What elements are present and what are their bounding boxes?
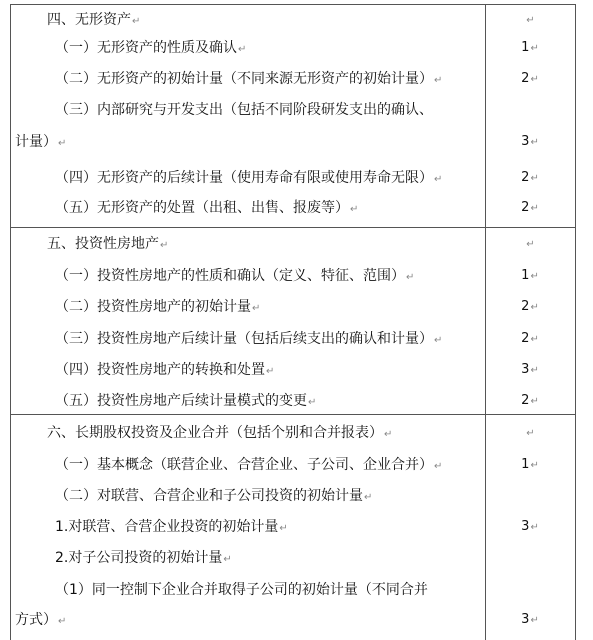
list-item: （四）投资性房地产的转换和处置↵	[55, 362, 275, 378]
section-divider	[11, 227, 575, 228]
num-cell: 3↵	[521, 362, 539, 377]
num-cell: 2↵	[521, 331, 539, 346]
list-item: （五）无形资产的处置（出租、出售、报废等）↵	[55, 200, 359, 216]
list-item: （三）投资性房地产后续计量（包括后续支出的确认和计量）↵	[55, 331, 443, 347]
list-item: （三）内部研究与开发支出（包括不同阶段研发支出的确认、	[55, 102, 433, 118]
list-item: （一）基本概念（联营企业、合营企业、子公司、企业合并）↵	[55, 457, 443, 473]
num-cell: ↵	[526, 239, 535, 250]
num-cell: 2↵	[521, 299, 539, 314]
num-cell: 1↵	[521, 40, 539, 55]
list-item-continuation: 计量）↵	[15, 134, 67, 150]
list-item: 1.对联营、合营企业投资的初始计量↵	[55, 519, 288, 535]
list-item: （1）同一控制下企业合并取得子公司的初始计量（不同合并	[55, 582, 428, 598]
section-heading: 四、无形资产↵	[47, 12, 141, 28]
list-item: 2.对子公司投资的初始计量↵	[55, 550, 232, 566]
list-item: （二）投资性房地产的初始计量↵	[55, 299, 261, 315]
num-cell: 1↵	[521, 268, 539, 283]
list-item: （二）对联营、合营企业和子公司投资的初始计量↵	[55, 488, 373, 504]
num-cell: 2↵	[521, 393, 539, 408]
list-item-continuation: 方式）↵	[15, 612, 67, 628]
list-item: （二）无形资产的初始计量（不同来源无形资产的初始计量）↵	[55, 71, 443, 87]
num-cell: 2↵	[521, 170, 539, 185]
num-cell: ↵	[526, 428, 535, 439]
list-item: （一）投资性房地产的性质和确认（定义、特征、范围）↵	[55, 268, 415, 284]
num-cell: 3↵	[521, 519, 539, 534]
num-cell: 3↵	[521, 612, 539, 627]
section-divider	[11, 414, 575, 415]
list-item: （四）无形资产的后续计量（使用寿命有限或使用寿命无限）↵	[55, 170, 443, 186]
section-heading: 五、投资性房地产↵	[47, 236, 169, 252]
num-cell: 3↵	[521, 134, 539, 149]
num-cell: 2↵	[521, 200, 539, 215]
num-cell: 2↵	[521, 71, 539, 86]
list-item: （五）投资性房地产后续计量模式的变更↵	[55, 393, 317, 409]
list-item: （一）无形资产的性质及确认↵	[55, 40, 247, 56]
num-cell: ↵	[526, 15, 535, 26]
outline-table	[10, 4, 576, 640]
num-cell: 1↵	[521, 457, 539, 472]
section-heading: 六、长期股权投资及企业合并（包括个别和合并报表）↵	[47, 425, 393, 441]
